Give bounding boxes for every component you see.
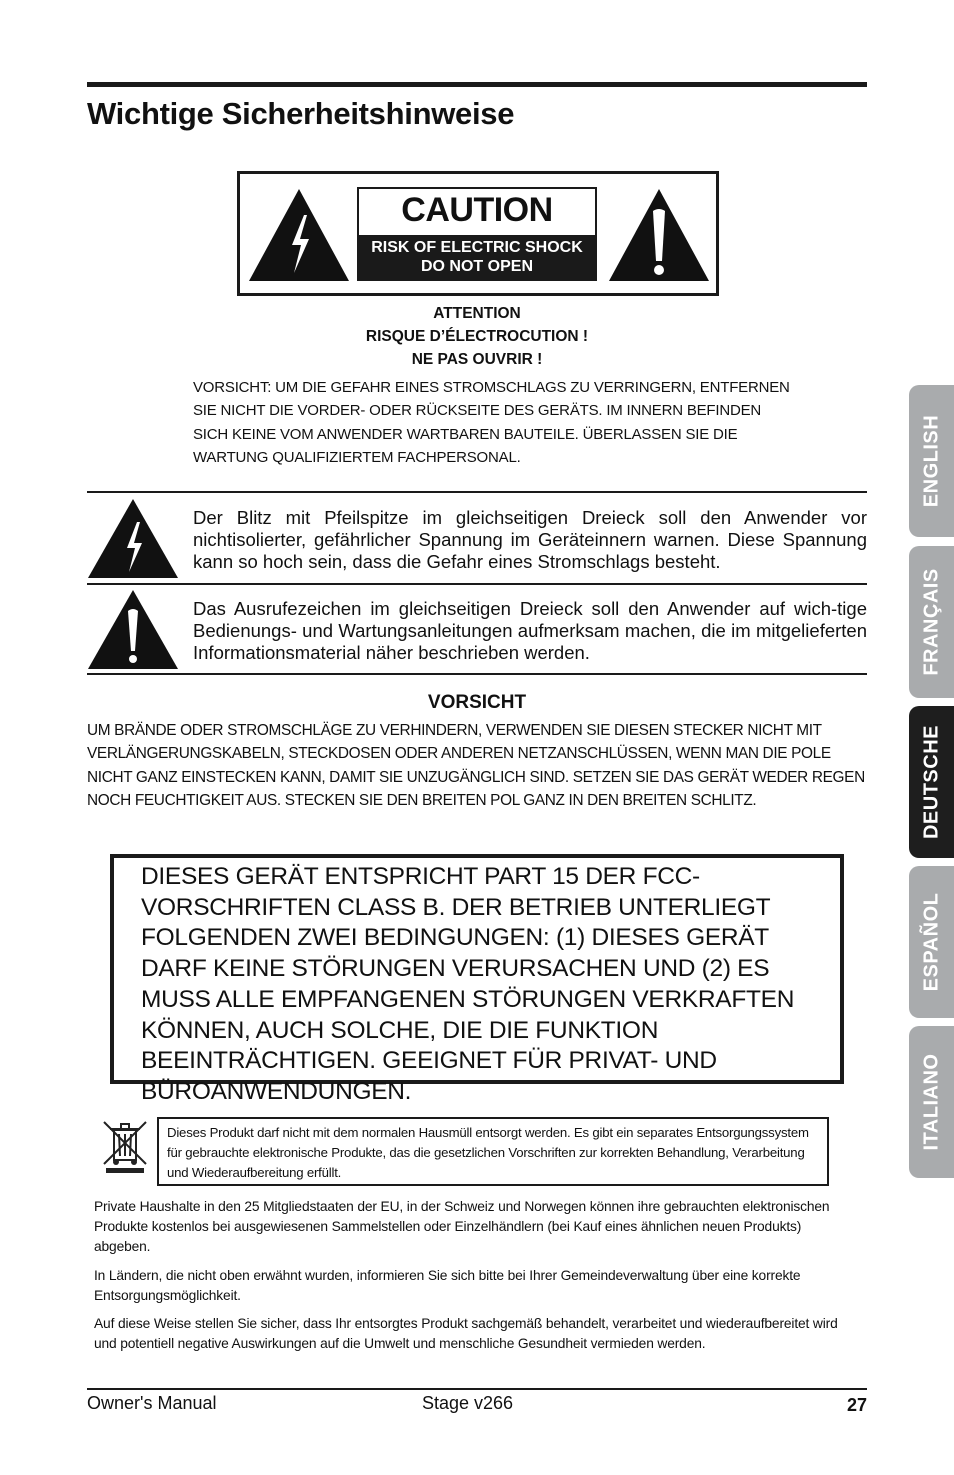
attention-line-2: RISQUE D’ÉLECTROCUTION ! bbox=[365, 328, 589, 345]
top-rule bbox=[87, 82, 867, 87]
caution-shock-text bbox=[359, 235, 595, 279]
footer-product-name: Stage v266 bbox=[422, 1393, 514, 1413]
page-title: Wichtige Sicherheitshinweise bbox=[87, 96, 515, 131]
weee-paragraph-2: In Ländern, die nicht oben erwähnt wurden, informieren Sie sich bitte bei Ihrer Gemeindeverwaltung über eine korrekte Entsorgungsmöglichkeit. bbox=[94, 1268, 801, 1303]
attention-french bbox=[0, 302, 954, 371]
tab-label: ENGLISH bbox=[920, 414, 942, 508]
attention-line-1: ATTENTION bbox=[433, 305, 521, 322]
exclamation-warning-icon bbox=[607, 187, 711, 283]
caution-text-panel bbox=[357, 187, 597, 281]
footer-manual-title: Owner's Manual bbox=[87, 1393, 217, 1413]
divider bbox=[87, 583, 867, 585]
caution-warning-german: VORSICHT: UM DIE GEFAHR EINES STROMSCHLAGS ZU VERRINGERN, ENTFERNEN SIE NICHT DIE VORDER- ODER RÜCKSEITE DES GERÄTS. IM INNERN BEFINDEN SICH KEINE VOM ANWENDER WARTBAREN BAUTEILE. ÜBERLASSEN SIE DIE WARTUNG QUALIFIZIERTEM FACHPERSONAL. bbox=[193, 379, 790, 466]
caution-word: CAUTION bbox=[401, 191, 553, 229]
exclamation-symbol-text: Das Ausrufezeichen im gleichseitigen Dreieck soll den Anwender auf wich-tige Bedienungs- und Wartungsanleitungen aufmerksam machen, die im mitgelieferten Informationsmaterial näher beschrieben werden. bbox=[193, 598, 867, 663]
tab-espanol[interactable] bbox=[909, 866, 954, 1018]
exclamation-triangle-icon bbox=[87, 589, 179, 670]
caution-line-2: DO NOT OPEN bbox=[420, 258, 533, 275]
lightning-warning-icon bbox=[247, 187, 351, 283]
caution-line-1: RISK OF ELECTRIC SHOCK bbox=[371, 239, 583, 256]
divider bbox=[87, 673, 867, 675]
attention-line-3: NE PAS OUVRIR ! bbox=[411, 351, 543, 368]
caution-label bbox=[237, 171, 719, 296]
weee-crossed-bin-icon bbox=[100, 1118, 150, 1174]
weee-paragraph-3: Auf diese Weise stellen Sie sicher, dass Ihr entsorgtes Produkt sachgemäß behandelt, verarbeitet und wiederaufbereitet wird und potentiell negative Auswirkungen auf die Umwelt und menschliche Gesundheit vermieden werden. bbox=[94, 1316, 838, 1351]
page-number: 27 bbox=[846, 1395, 867, 1415]
tab-label: FRANÇAIS bbox=[920, 568, 942, 676]
tab-english[interactable] bbox=[909, 385, 954, 537]
weee-notice-box bbox=[157, 1117, 829, 1186]
lightning-triangle-icon bbox=[87, 498, 179, 579]
tab-italiano[interactable] bbox=[909, 1026, 954, 1178]
vorsicht-heading: VORSICHT bbox=[427, 692, 527, 713]
tab-francais[interactable] bbox=[909, 546, 954, 698]
tab-label: DEUTSCHE bbox=[920, 724, 942, 840]
weee-notice-text: Dieses Produkt darf nicht mit dem normalen Hausmüll entsorgt werden. Es gibt ein separates Entsorgungssystem für gebrauchte elektronische Produkte, das die gesetzlichen Vorschriften zur korrekten Behandlung, Verarbeitung und Wiederaufbereitung erfüllt. bbox=[167, 1125, 809, 1180]
tab-label: ESPAÑOL bbox=[920, 892, 942, 992]
divider bbox=[87, 491, 867, 493]
fcc-notice-text: DIESES GERÄT ENTSPRICHT PART 15 DER FCC-VORSCHRIFTEN CLASS B. DER BETRIEB UNTERLIEGT FOLGENDEN ZWEI BEDINGUNGEN: (1) DIESES GERÄT DARF KEINE STÖRUNGEN VERURSACHEN UND (2) ES MUSS ALLE EMPFANGENEN STÖRUNGEN VERKRAFTEN KÖNNEN, AUCH SOLCHE, DIE DIE FUNKTION BEEINTRÄCHTIGEN. GEEIGNET FÜR PRIVAT- UND BÜROANWENDUNGEN. bbox=[141, 863, 795, 1105]
footer-rule bbox=[87, 1388, 867, 1390]
tab-label: ITALIANO bbox=[920, 1053, 942, 1151]
tab-deutsche[interactable] bbox=[909, 706, 954, 858]
fcc-notice-box bbox=[110, 854, 844, 1105]
vorsicht-body: UM BRÄNDE ODER STROMSCHLÄGE ZU VERHINDERN, VERWENDEN SIE DIESEN STECKER NICHT MIT VERLÄNGERUNGSKABELN, STECKDOSEN ODER ANDEREN NETZANSCHLÜSSEN, WENN MAN DIE POLE NICHT GANZ EINSTECKEN KANN, DAMIT SIE UNZUGÄNGLICH SIND. SETZEN SIE DAS GERÄT WEDER REGEN NOCH FEUCHTIGKEIT AUS. STECKEN SIE DEN BREITEN POL GANZ IN DEN BREITEN SCHLITZ. bbox=[87, 722, 865, 809]
weee-paragraph-1: Private Haushalte in den 25 Mitgliedstaaten der EU, in der Schweiz und Norwegen können ihre gebrauchten elektronischen Produkte kostenlos bei ausgewiesenen Sammelstellen oder Einzelhändlern (bei Kauf eines ähnlichen neuen Produkts) abgeben. bbox=[94, 1199, 830, 1254]
lightning-symbol-text: Der Blitz mit Pfeilspitze im gleichseitigen Dreieck soll den Anwender vor nichtisolierter, gefährlicher Spannung im Geräteinnern warnen. Diese Spannung kann so hoch sein, dass die Gefahr eines Stromschlags besteht. bbox=[193, 507, 867, 572]
